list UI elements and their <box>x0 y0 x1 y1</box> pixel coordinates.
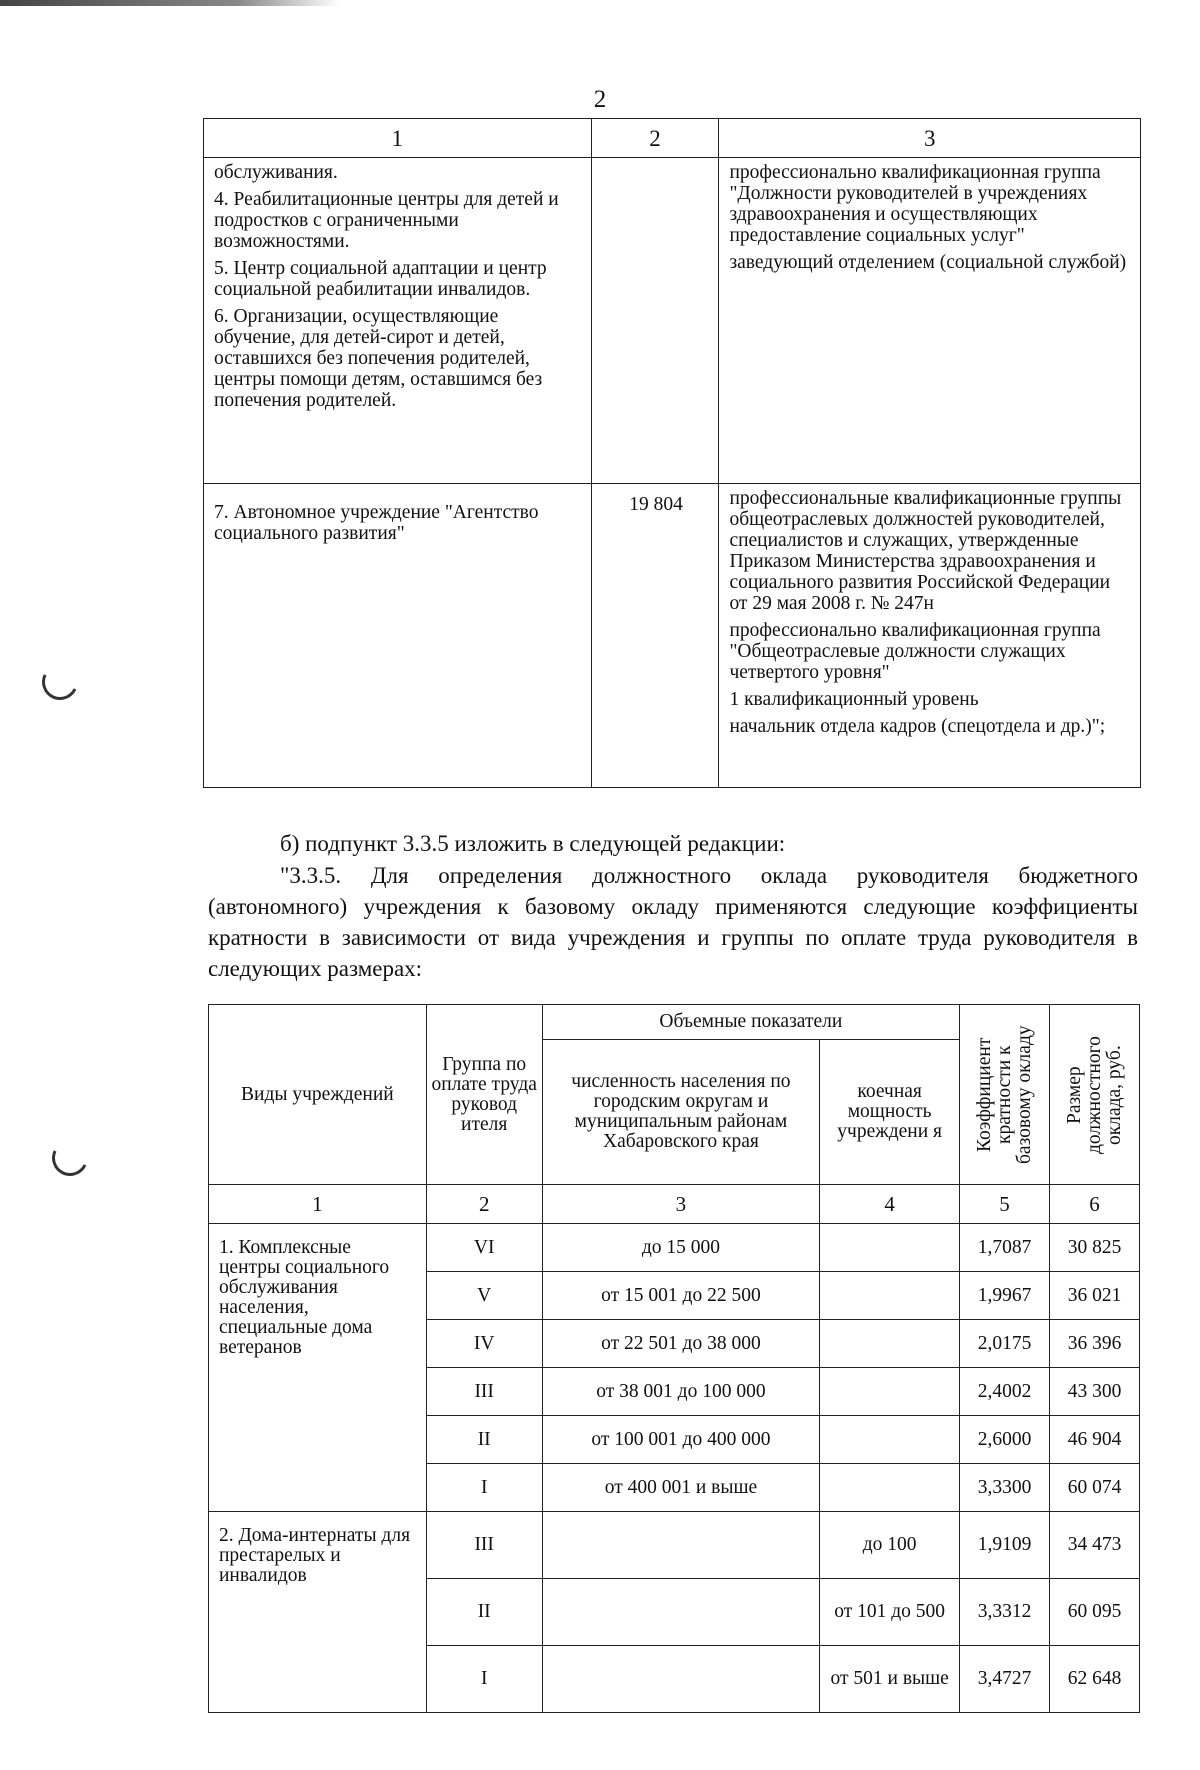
header-volume: Объемные показатели <box>542 1005 959 1040</box>
coef-cell: 3,3300 <box>960 1464 1050 1512</box>
column-number: 5 <box>960 1185 1050 1224</box>
group-cell: I <box>426 1646 542 1713</box>
coef-cell: 3,4727 <box>960 1646 1050 1713</box>
group-cell: V <box>426 1272 542 1320</box>
beds-cell <box>820 1320 960 1368</box>
salary-cell: 19 804 <box>591 484 719 788</box>
column-number: 2 <box>426 1185 542 1224</box>
salary-cell: 60 074 <box>1050 1464 1140 1512</box>
cell-text: 6. Организации, осуществляющие обучение, для детей-сирот и детей, оставшихся без попечения родителей, центры помощи детям, оставшимся без попечения родителей. <box>214 306 543 411</box>
population-cell: от 100 001 до 400 000 <box>542 1416 820 1464</box>
continuation-table <box>203 118 1141 788</box>
amendment-line: б) подпункт 3.3.5 изложить в следующей редакции: <box>280 831 786 856</box>
salary-cell: 43 300 <box>1050 1368 1140 1416</box>
beds-cell: от 101 до 500 <box>820 1579 960 1646</box>
header-cell: 3 <box>719 119 1141 158</box>
cell-text: профессионально квалификационная группа "Должности руководителей в учреждениях здравоохранения и осуществляющих предоставление социальных услуг" <box>729 162 1101 246</box>
institution-kind: 2. Дома-интернаты для престарелых и инвалидов <box>209 1512 427 1713</box>
qualification-cell <box>719 158 1141 484</box>
column-number-row <box>209 1185 1140 1224</box>
header-group: Группа по оплате труда руковод ителя <box>426 1005 542 1185</box>
table-header-row <box>204 119 1141 158</box>
amendment-paragraph: "3.3.5. Для определения должностного оклада руководителя бюджетного (автономного) учреждения к базовому окладу применяются следующие коэффициенты кратности в зависимости от вида учреждения и группы по оплате труда руководителя в следующих размерах: <box>208 863 1138 981</box>
salary-cell: 62 648 <box>1050 1646 1140 1713</box>
group-cell: IV <box>426 1320 542 1368</box>
cell-text: заведующий отделением (социальной службой) <box>729 252 1127 273</box>
coef-cell: 1,7087 <box>960 1224 1050 1272</box>
salary-cell: 36 396 <box>1050 1320 1140 1368</box>
salary-cell: 34 473 <box>1050 1512 1140 1579</box>
population-cell: от 400 001 и выше <box>542 1464 820 1512</box>
punch-hole-mark <box>37 659 83 705</box>
salary-cell <box>591 158 719 484</box>
group-cell: VI <box>426 1224 542 1272</box>
table-row <box>204 484 1141 788</box>
cell-text: начальник отдела кадров (спецотдела и др.)"; <box>729 716 1106 737</box>
beds-cell <box>820 1224 960 1272</box>
header-cell: 1 <box>204 119 592 158</box>
table-row <box>209 1224 1140 1272</box>
coef-cell: 3,3312 <box>960 1579 1050 1646</box>
group-cell: II <box>426 1579 542 1646</box>
header-coef <box>960 1005 1050 1185</box>
cell-text: профессионально квалификационная группа "Общеотраслевые должности служащих четвертого уровня" <box>729 620 1101 683</box>
beds-cell: от 501 и выше <box>820 1646 960 1713</box>
population-cell: от 22 501 до 38 000 <box>542 1320 820 1368</box>
beds-cell <box>820 1368 960 1416</box>
header-coef-text: Коэффициент кратности к базовому окладу <box>973 1025 1035 1164</box>
coefficients-table <box>208 1004 1140 1713</box>
column-number: 1 <box>209 1185 427 1224</box>
group-cell: III <box>426 1368 542 1416</box>
cell-text: обслуживания. <box>214 162 338 183</box>
population-cell: от 38 001 до 100 000 <box>542 1368 820 1416</box>
cell-text: 1 квалификационный уровень <box>729 689 979 710</box>
population-cell <box>542 1512 820 1579</box>
beds-cell <box>820 1464 960 1512</box>
table-row <box>204 158 1141 484</box>
table-row <box>209 1512 1140 1579</box>
population-cell: до 15 000 <box>542 1224 820 1272</box>
punch-hole-mark <box>47 1135 93 1181</box>
scan-artifact-bar <box>0 0 340 6</box>
header-cell: 2 <box>591 119 719 158</box>
coef-cell: 2,0175 <box>960 1320 1050 1368</box>
salary-cell: 46 904 <box>1050 1416 1140 1464</box>
institution-cell <box>204 158 592 484</box>
column-number: 4 <box>820 1185 960 1224</box>
group-cell: II <box>426 1416 542 1464</box>
salary-cell: 60 095 <box>1050 1579 1140 1646</box>
beds-cell: до 100 <box>820 1512 960 1579</box>
coef-cell: 2,4002 <box>960 1368 1050 1416</box>
cell-text: 7. Автономное учреждение "Агентство социального развития" <box>214 502 539 544</box>
table-header-row <box>209 1005 1140 1040</box>
header-salary-text: Размер должностного оклада, руб. <box>1063 1035 1125 1154</box>
population-cell <box>542 1646 820 1713</box>
cell-text: 5. Центр социальной адаптации и центр социальной реабилитации инвалидов. <box>214 258 547 300</box>
group-cell: I <box>426 1464 542 1512</box>
institution-cell <box>204 484 592 788</box>
cell-text: 4. Реабилитационные центры для детей и подростков с ограниченными возможностями. <box>214 189 559 252</box>
header-salary <box>1050 1005 1140 1185</box>
header-beds: коечная мощность учреждени я <box>820 1040 960 1185</box>
salary-cell: 30 825 <box>1050 1224 1140 1272</box>
coef-cell: 1,9967 <box>960 1272 1050 1320</box>
group-cell: III <box>426 1512 542 1579</box>
institution-kind: 1. Комплексные центры социального обслуживания населения, специальные дома ветеранов <box>209 1224 427 1512</box>
beds-cell <box>820 1272 960 1320</box>
qualification-cell <box>719 484 1141 788</box>
beds-cell <box>820 1416 960 1464</box>
header-population: численность населения по городским округам и муниципальным районам Хабаровского края <box>542 1040 820 1185</box>
salary-cell: 36 021 <box>1050 1272 1140 1320</box>
column-number: 3 <box>542 1185 820 1224</box>
cell-text: профессиональные квалификационные группы общеотраслевых должностей руководителей, специалистов и служащих, утвержденные Приказом Министерства здравоохранения и социального развития Российской Федерации от 29 мая 2008 г. № 247н <box>729 488 1122 614</box>
coef-cell: 2,6000 <box>960 1416 1050 1464</box>
header-kind: Виды учреждений <box>209 1005 427 1185</box>
column-number: 6 <box>1050 1185 1140 1224</box>
coef-cell: 1,9109 <box>960 1512 1050 1579</box>
population-cell <box>542 1579 820 1646</box>
page-number: 2 <box>593 86 607 113</box>
population-cell: от 15 001 до 22 500 <box>542 1272 820 1320</box>
